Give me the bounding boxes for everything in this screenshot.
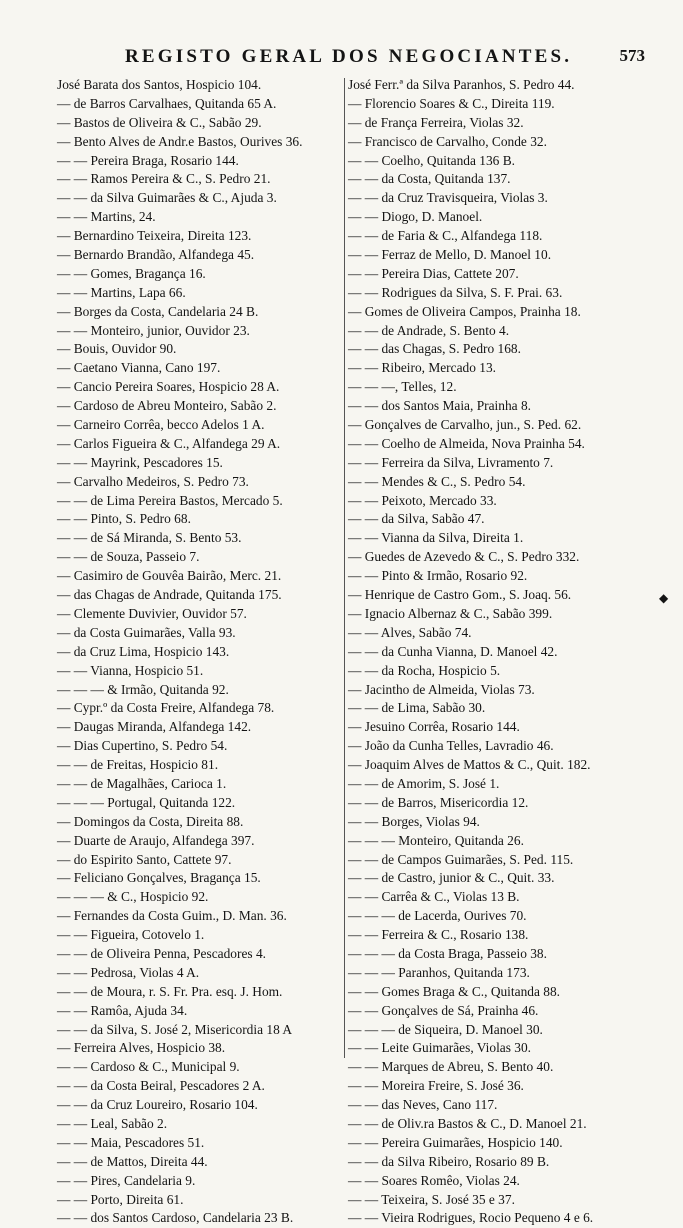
directory-entry: — Jesuino Corrêa, Rosario 144. [348,719,520,735]
directory-entry: — Duarte de Araujo, Alfandega 397. [57,832,255,848]
directory-entry: — — Ferreira & C., Rosario 138. [348,927,529,943]
directory-entry: — Casimiro de Gouvêa Bairão, Merc. 21. [57,568,282,584]
directory-entry: — — da Costa Beiral, Pescadores 2 A. [57,1078,265,1094]
directory-entry: — — Ferreira da Silva, Livramento 7. [348,454,554,470]
directory-entry: — — Leite Guimarães, Violas 30. [348,1040,532,1056]
directory-entry: — Clemente Duvivier, Ouvidor 57. [57,605,247,621]
directory-entry: — — Porto, Direita 61. [57,1191,184,1207]
directory-entry: José Ferr.ª da Silva Paranhos, S. Pedro 44. [348,77,575,92]
directory-entry: — Cypr.º da Costa Freire, Alfandega 78. [57,700,275,716]
directory-entry: — Jacintho de Almeida, Violas 73. [348,681,535,697]
directory-entry: — da Costa Guimarães, Valla 93. [57,624,236,640]
directory-entry: — de Barros Carvalhaes, Quitanda 65 A. [57,95,277,111]
directory-entry: José Barata dos Santos, Hospicio 104. [57,77,262,92]
directory-entry: — — Soares Romêo, Violas 24. [348,1172,520,1188]
directory-entry: — Ignacio Albernaz & C., Sabão 399. [348,605,553,621]
directory-entry: — — Ramôa, Ajuda 34. [57,1002,188,1018]
directory-entry: — Guedes de Azevedo & C., S. Pedro 332. [348,549,580,565]
directory-entry: — — — da Costa Braga, Passeio 38. [348,945,547,961]
directory-entry: — — Pinto & Irmão, Rosario 92. [348,568,528,584]
directory-entry: — Dias Cupertino, S. Pedro 54. [57,738,228,754]
directory-entry: — — dos Santos Maia, Prainha 8. [348,398,531,414]
directory-entry: — — Gomes Braga & C., Quitanda 88. [348,983,560,999]
directory-entry: — — da Cunha Vianna, D. Manoel 42. [348,643,558,659]
directory-entry: — — de Faria & C., Alfandega 118. [348,228,543,244]
directory-entry: — — Pereira Braga, Rosario 144. [57,152,239,168]
directory-entry: — — de Moura, r. S. Fr. Pra. esq. J. Hom. [57,983,283,999]
directory-entry: — Carvalho Medeiros, S. Pedro 73. [57,473,249,489]
directory-entry: — — — Paranhos, Quitanda 173. [348,964,530,980]
directory-entry: — — Alves, Sabão 74. [348,624,472,640]
directory-entry: — — de Oliveira Penna, Pescadores 4. [57,945,266,961]
directory-entry: — — Pinto, S. Pedro 68. [57,511,191,527]
directory-entry: — — Coelho, Quitanda 136 B. [348,152,515,168]
directory-entry: — — Vianna da Silva, Direita 1. [348,530,524,546]
directory-entry: — — Martins, 24. [57,209,156,225]
directory-entry: — Bento Alves de Andr.e Bastos, Ourives 36. [57,133,303,149]
directory-entry: — — — & C., Hospicio 92. [57,889,209,905]
directory-entry: — — Gomes, Bragança 16. [57,265,206,281]
directory-entry: — — Figueira, Cotovelo 1. [57,927,205,943]
directory-entry: — — — & Irmão, Quitanda 92. [57,681,229,697]
directory-entry: — Caetano Vianna, Cano 197. [57,360,221,376]
directory-entry: — — Leal, Sabão 2. [57,1115,168,1131]
directory-entry: — — Marques de Abreu, S. Bento 40. [348,1059,554,1075]
directory-entry: — — da Cruz Travisqueira, Violas 3. [348,190,548,206]
directory-entry: — — Mayrink, Pescadores 15. [57,454,223,470]
directory-entry: — — Coelho de Almeida, Nova Prainha 54. [348,435,585,451]
page-title: REGISTO GERAL DOS NEGOCIANTES. [125,46,573,67]
right-column [348,76,646,1228]
directory-entry: — de França Ferreira, Violas 32. [348,114,524,130]
directory-entry: — — de Souza, Passeio 7. [57,549,200,565]
directory-entry: — — Maia, Pescadores 51. [57,1134,205,1150]
directory-entry: — — Mendes & C., S. Pedro 54. [348,473,526,489]
directory-entry: — Bernardo Brandão, Alfandega 45. [57,247,255,263]
directory-entry: — — Vianna, Hospicio 51. [57,662,204,678]
directory-entry: — Bastos de Oliveira & C., Sabão 29. [57,114,262,130]
directory-entry: — — da Silva, S. José 2, Misericordia 18 A [57,1021,293,1037]
directory-entry: — — da Cruz Loureiro, Rosario 104. [57,1097,258,1113]
directory-entry: — — de Andrade, S. Bento 4. [348,322,510,338]
directory-entry: — Carlos Figueira & C., Alfandega 29 A. [57,435,281,451]
directory-entry: — — Peixoto, Mercado 33. [348,492,497,508]
directory-entry: — — das Chagas, S. Pedro 168. [348,341,521,357]
directory-entry: — — de Lima Pereira Bastos, Mercado 5. [57,492,283,508]
directory-entry: — — de Sá Miranda, S. Bento 53. [57,530,242,546]
column-divider [344,78,345,1058]
directory-entry: — — Martins, Lapa 66. [57,284,186,300]
page-header [55,46,645,70]
directory-entry: — — Vieira Rodrigues, Rocio Pequeno 4 e 6. [348,1210,594,1226]
directory-entry: — — — de Lacerda, Ourives 70. [348,908,527,924]
directory-entry: — — Ramos Pereira & C., S. Pedro 21. [57,171,271,187]
directory-entry: — Carneiro Corrêa, becco Adelos 1 A. [57,417,265,433]
directory-entry: — — de Amorim, S. José 1. [348,775,500,791]
directory-entry: — — Pereira Dias, Cattete 207. [348,265,519,281]
directory-entry: — do Espirito Santo, Cattete 97. [57,851,232,867]
directory-entry: — Gonçalves de Carvalho, jun., S. Ped. 62. [348,417,582,433]
directory-entry: — — da Costa, Quitanda 137. [348,171,511,187]
directory-entry: — — de Oliv.ra Bastos & C., D. Manoel 21. [348,1115,587,1131]
directory-entry: — — dos Santos Cardoso, Candelaria 23 B. [57,1210,294,1226]
directory-entry: — — Cardoso & C., Municipal 9. [57,1059,240,1075]
directory-entry: — Cardoso de Abreu Monteiro, Sabão 2. [57,398,277,414]
directory-entry: — — de Mattos, Direita 44. [57,1153,208,1169]
page-number: 573 [619,46,645,65]
directory-entry: — — Diogo, D. Manoel. [348,209,483,225]
directory-entry: — — de Campos Guimarães, S. Ped. 115. [348,851,574,867]
directory-entry: — Henrique de Castro Gom., S. Joaq. 56. [348,587,572,603]
directory-entry: — — Ribeiro, Mercado 13. [348,360,497,376]
directory-entry: — — — Portugal, Quitanda 122. [57,794,236,810]
ink-speck-mark: ◆ [659,591,669,605]
directory-entry: — — de Lima, Sabão 30. [348,700,486,716]
directory-entry: — Ferreira Alves, Hospicio 38. [57,1040,226,1056]
directory-entry: — Gomes de Oliveira Campos, Prainha 18. [348,303,581,319]
directory-entry: — — Ferraz de Mello, D. Manoel 10. [348,247,552,263]
directory-entry: — Fernandes da Costa Guim., D. Man. 36. [57,908,287,924]
directory-entry: — — de Freitas, Hospicio 81. [57,757,219,773]
directory-entry: — — Pires, Candelaria 9. [57,1172,196,1188]
directory-entry: — — Monteiro, junior, Ouvidor 23. [57,322,250,338]
directory-entry: — João da Cunha Telles, Lavradio 46. [348,738,554,754]
directory-entry: — Borges da Costa, Candelaria 24 B. [57,303,259,319]
directory-entry: — — da Silva, Sabão 47. [348,511,485,527]
directory-entry: — Bernardino Teixeira, Direita 123. [57,228,252,244]
directory-entry: — — Pedrosa, Violas 4 A. [57,964,200,980]
directory-entry: — — Rodrigues da Silva, S. F. Prai. 63. [348,284,563,300]
directory-entry: — Domingos da Costa, Direita 88. [57,813,244,829]
directory-entry: — — Teixeira, S. José 35 e 37. [348,1191,515,1207]
directory-entry: — Bouis, Ouvidor 90. [57,341,177,357]
directory-entry: — — — Monteiro, Quitanda 26. [348,832,524,848]
directory-entry: — Joaquim Alves de Mattos & C., Quit. 182. [348,757,591,773]
directory-entry: — — da Silva Ribeiro, Rosario 89 B. [348,1153,550,1169]
directory-entry: — — das Neves, Cano 117. [348,1097,498,1113]
directory-entry: — da Cruz Lima, Hospicio 143. [57,643,230,659]
directory-entry: — — de Barros, Misericordia 12. [348,794,529,810]
directory-entry: — — Moreira Freire, S. José 36. [348,1078,524,1094]
directory-entry: — — da Silva Guimarães & C., Ajuda 3. [57,190,277,206]
directory-entry: — — Pereira Guimarães, Hospicio 140. [348,1134,563,1150]
directory-entry: — — Gonçalves de Sá, Prainha 46. [348,1002,539,1018]
directory-entry: — das Chagas de Andrade, Quitanda 175. [57,587,282,603]
directory-entry: — — — de Siqueira, D. Manoel 30. [348,1021,543,1037]
directory-entry: — Daugas Miranda, Alfandega 142. [57,719,252,735]
directory-entry: — — Borges, Violas 94. [348,813,480,829]
directory-entry: — Feliciano Gonçalves, Bragança 15. [57,870,261,886]
directory-entry: — — de Castro, junior & C., Quit. 33. [348,870,555,886]
directory-entry: — — de Magalhães, Carioca 1. [57,775,227,791]
directory-entry: — — da Rocha, Hospicio 5. [348,662,501,678]
directory-entry: — Francisco de Carvalho, Conde 32. [348,133,547,149]
directory-entry: — Cancio Pereira Soares, Hospicio 28 A. [57,379,280,395]
directory-entry: — — —, Telles, 12. [348,379,457,395]
directory-entry: — Florencio Soares & C., Direita 119. [348,95,555,111]
left-column [57,76,342,1228]
directory-entry: — — Carrêa & C., Violas 13 B. [348,889,520,905]
